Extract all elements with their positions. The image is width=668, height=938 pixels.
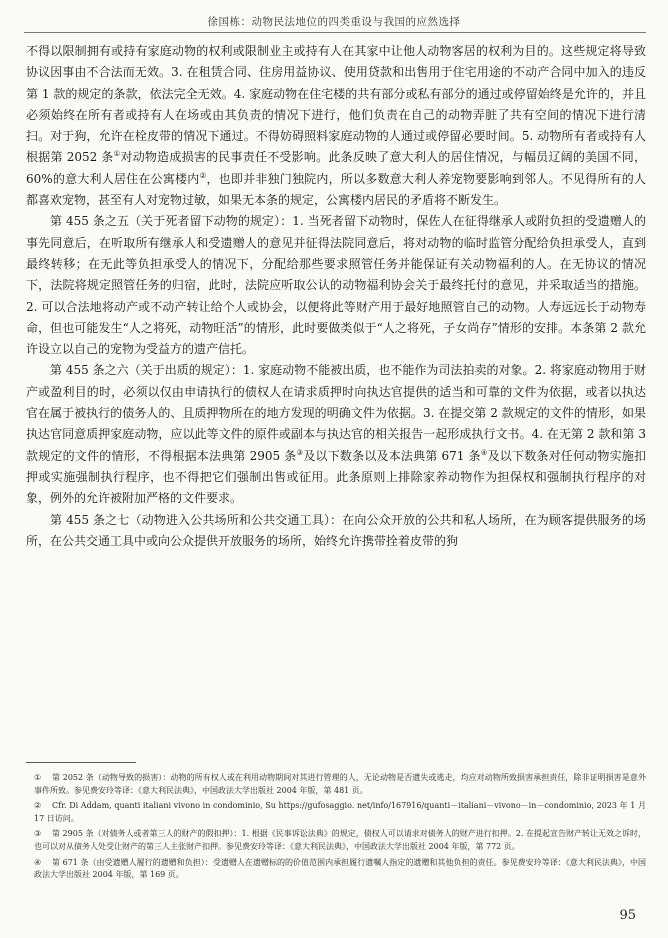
footnote-text: 第 2052 条（动物导致的损害）：动物的所有权人或在利用动物期间对其进行管理的人，无论动物是否遗失或逃走，均应对动物所致损害承担责任，除非证明损害是意外事件所致。参见费安玲等译：《意大利民法典》，中国政法大学出版社 2004 年版，第 481 页。 bbox=[34, 773, 646, 795]
paragraph-text: 第 455 条之六（关于出质的规定）：1. 家庭动物不能被出质，也不能作为司法拍卖的对象。2. 将家庭动物用于财产或盈利目的时，必须以仅由申请执行的债权人在请求质押时向执达官提供的适当和可靠的文件为依据，或者以执达官在属于被执行的债务人的、且质押物所在的地方发现的明确文件为依据。3. 在提交第 2 款规定的文件的情形，如果执达官同意质押家庭动物，应以此等文件的原件或副本与执达官的相关报告一起形成执行文书。4. 在无第 2 款和第 3 款规定的文件的情形，不得根据本法典第 2905 条 bbox=[26, 363, 646, 463]
footnotes bbox=[26, 772, 646, 885]
footnote-item bbox=[26, 772, 646, 797]
body-paragraph bbox=[26, 360, 646, 509]
paragraph-text: 第 455 条之五（关于死者留下动物的规定）：1. 当死者留下动物时，保佐人在征得继承人或附负担的受遗赠人的事先同意后，在听取所有继承人和受遗赠人的意见并征得法院同意后，将对动物的临时监管分配给负担承受人，直到最终转移；在无此等负担承受人的情况下，分配给那些要求照管任务并能保证有关动物福利的人。在无协议的情况下，法院将规定照管任务的归宿，此时，法院应听取公认的动物福利协会关于最终托付的意见，并采取适当的措施。2. 可以合法地将动产或不动产转让给个人或协会，以便将此等财产用于最好地照管自己的动物。人寿远远长于动物寿命，但也可能发生“人之将死，动物旺活”的情形，此时要做类似于“人之将死，子女尚存”情形的安排。本条第 2 款允许设立以自己的宠物为受益方的遗产信托。 bbox=[26, 214, 646, 357]
footnote-reference[interactable]: ③ bbox=[296, 447, 304, 457]
footnote-divider bbox=[26, 762, 136, 763]
paragraph-text: ，也即并非独门独院内，所以多数意大利人养宠物要影响到邻人。不见得所有的人都喜欢宠物，甚至有人对宠物过敏，如果无本条的规定，公寓楼内居民的矛盾将不断发生。 bbox=[26, 171, 646, 208]
paragraph-text: 不得以限制拥有或持有家庭动物的权利或限制业主或持有人在其家中让他人动物客居的权利为目的。这些规定将导致协议因事由不合法而无效。3. 在租赁合同、住房用益协议、使用贷款和出售用于住宅用途的不动产合同中加入的违反第 1 款的规定的条款，依法完全无效。4. 家庭动物在住宅楼的共有部分或私有部分的通过或停留始终是允许的，并且必须始终在所有者或持有人在场或由其负责的情况下进行，他们负责在自己的动物弄脏了共有空间的情况下进行清扫。对于狗，允许在栓皮带的情况下通过。不得妨碍照料家庭动物的人通过或停留必要时间。5. 动物所有者或持有人根据第 2052 条 bbox=[26, 44, 646, 165]
footnote-item bbox=[26, 857, 646, 882]
paragraph-text: 对动物造成损害的民事责任不受影响。此条反映了意大利人的居住情况，与幅员辽阔的美国不同，60%的意大利人居住在公寓楼内 bbox=[26, 150, 646, 186]
paragraph-text: 及以下数条以及本法典第 671 条 bbox=[303, 448, 481, 463]
body-paragraph bbox=[26, 211, 646, 360]
footnote-reference[interactable]: ④ bbox=[480, 447, 488, 457]
running-header: 徐国栋：动物民法地位的四类重设与我国的应然选择 bbox=[207, 16, 461, 28]
footnote-item bbox=[26, 828, 646, 853]
paragraph-text: 第 455 条之七（动物进入公共场所和公共交通工具）：在向公众开放的公共和私人场所，在为顾客提供服务的场所，在公共交通工具中或向公众提供开放服务的场所，始终允许携带拴着皮带的狗 bbox=[26, 512, 646, 548]
footnote-reference[interactable]: ① bbox=[113, 149, 121, 159]
footnote-marker: ④ bbox=[34, 857, 42, 867]
page-number: 95 bbox=[619, 908, 636, 923]
main-text bbox=[26, 41, 646, 552]
body-paragraph bbox=[26, 41, 646, 211]
footnote-reference[interactable]: ② bbox=[199, 170, 207, 180]
header-divider bbox=[24, 32, 646, 33]
footnote-marker: ① bbox=[34, 773, 42, 782]
footnote-text: 第 671 条（由受遗赠人履行的遗赠和负担）：受遗赠人在遗赠标的的价值范围内承担履行遗嘱人指定的遗赠和其他负担的责任。参见费安玲等译：《意大利民法典》，中国政法大学出版社 2004 年版，第 169 页。 bbox=[34, 857, 646, 880]
footnote-marker: ③ bbox=[34, 829, 42, 839]
footnote-text: 第 2905 条（对债务人或者第三人的财产的假扣押）：1. 根据《民事诉讼法典》的规定，债权人可以请求对债务人的财产进行扣押。2. 在提起宣告财产转让无效之诉时，也可以对从债务人处受让财产的第三人主张财产扣押。参见费安玲等译：《意大利民法典》，中国政法大学出版社 2004 年版，第 772 页。 bbox=[34, 829, 646, 851]
body-paragraph bbox=[26, 510, 646, 553]
footnote-item bbox=[26, 800, 646, 825]
footnote-marker: ② bbox=[34, 801, 42, 811]
paragraph-text: 及以下数条对任何动物实施扣押或实施强制执行程序，也不得把它们强制出售或征用。此条原则上排除家养动物作为担保权和强制执行程序的对象，例外的允许被附加严格的文件要求。 bbox=[26, 448, 646, 506]
footnote-text: Cfr. Di Addam, quanti italiani vivono in condominio, Su https://gufosaggio. net/info/167916/quanti－italiani－vivono－in－condominio, 2023 年 1 月 17 日访问。 bbox=[34, 801, 646, 823]
